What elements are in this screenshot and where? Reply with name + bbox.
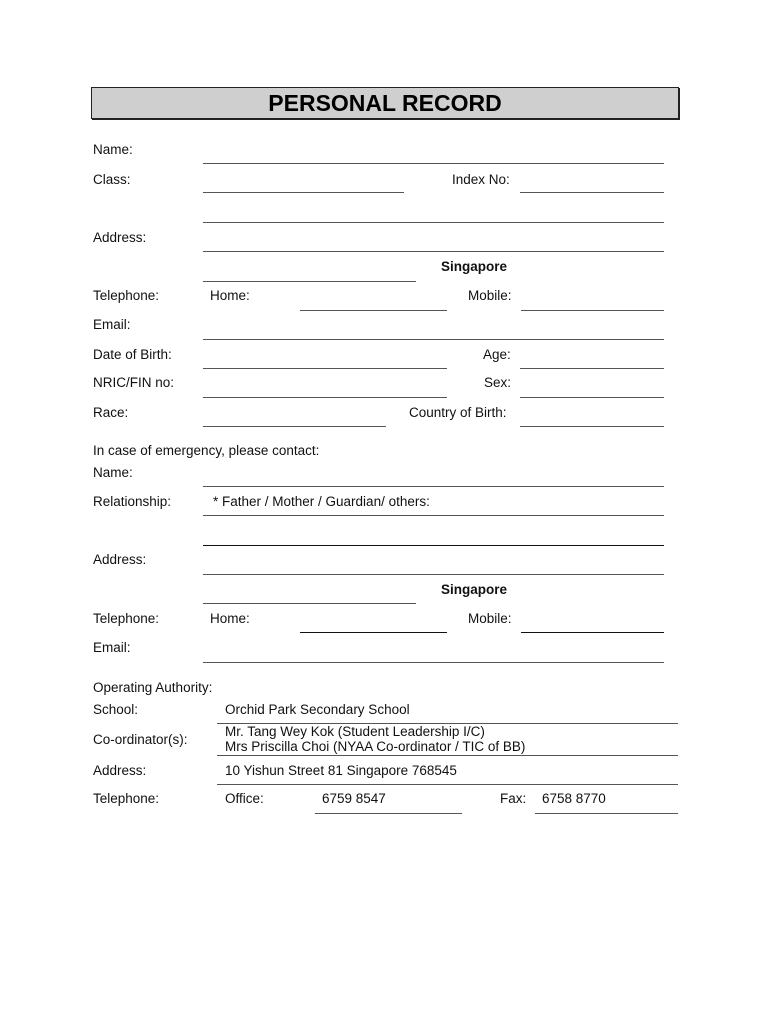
emergency-telephone-label: Telephone: (93, 611, 160, 626)
mobile-phone-field[interactable] (521, 310, 664, 311)
emergency-home-label: Home: (210, 611, 250, 626)
authority-telephone-label: Telephone: (93, 791, 160, 806)
country-of-birth-label: Country of Birth: (409, 405, 507, 420)
coordinator-2: Mrs Priscilla Choi (NYAA Co-ordinator / TIC of BB) (225, 739, 526, 754)
emergency-name-label: Name: (93, 465, 133, 480)
class-field[interactable] (203, 192, 404, 193)
school-label: School: (93, 702, 139, 717)
name-field[interactable] (203, 163, 664, 164)
telephone-label: Telephone: (93, 288, 160, 303)
authority-address-value: 10 Yishun Street 81 Singapore 768545 (225, 763, 457, 778)
race-label: Race: (93, 405, 129, 420)
address-country: Singapore (441, 259, 508, 274)
race-field[interactable] (203, 426, 386, 427)
authority-address-label: Address: (93, 763, 147, 778)
mobile-label: Mobile: (468, 288, 512, 303)
title-banner (91, 87, 679, 119)
emergency-mobile-phone-field[interactable] (521, 632, 664, 633)
index-no-label: Index No: (452, 172, 510, 187)
sex-label: Sex: (484, 375, 512, 390)
home-phone-field[interactable] (300, 310, 447, 311)
emergency-address-country: Singapore (441, 582, 508, 597)
home-label: Home: (210, 288, 250, 303)
name-label: Name: (93, 142, 133, 157)
fax-label: Fax: (500, 791, 527, 806)
page-title: PERSONAL RECORD (268, 90, 502, 116)
fax-underline (535, 813, 678, 814)
dob-label: Date of Birth: (93, 347, 172, 362)
coordinator-label: Co-ordinator(s): (93, 732, 188, 747)
office-phone-value: 6759 8547 (322, 791, 386, 806)
emergency-home-phone-field[interactable] (300, 632, 447, 633)
office-label: Office: (225, 791, 264, 806)
coordinator-underline (217, 755, 678, 756)
address-line-2-field[interactable] (203, 251, 664, 252)
office-phone-underline (315, 813, 462, 814)
emergency-name-field[interactable] (203, 486, 664, 487)
address-label: Address: (93, 230, 147, 245)
school-value: Orchid Park Secondary School (225, 702, 410, 717)
dob-field[interactable] (203, 368, 447, 369)
coordinator-1: Mr. Tang Wey Kok (Student Leadership I/C) (225, 724, 485, 739)
class-label: Class: (93, 172, 131, 187)
address-line-1-field[interactable] (203, 222, 664, 223)
relationship-label: Relationship: (93, 494, 172, 509)
postal-code-field[interactable] (203, 281, 416, 282)
nric-label: NRIC/FIN no: (93, 375, 175, 390)
email-field[interactable] (203, 339, 664, 340)
relationship-field[interactable] (203, 515, 664, 516)
country-of-birth-field[interactable] (520, 426, 664, 427)
emergency-mobile-label: Mobile: (468, 611, 512, 626)
sex-field[interactable] (520, 397, 664, 398)
nric-field[interactable] (203, 397, 447, 398)
emergency-email-label: Email: (93, 640, 131, 655)
fax-value: 6758 8770 (542, 791, 606, 806)
authority-heading: Operating Authority: (93, 680, 213, 695)
emergency-email-field[interactable] (203, 662, 664, 663)
index-no-field[interactable] (520, 192, 664, 193)
emergency-heading: In case of emergency, please contact: (93, 443, 320, 458)
emergency-postal-code-field[interactable] (203, 603, 416, 604)
age-field[interactable] (520, 368, 664, 369)
authority-address-underline (217, 784, 678, 785)
relationship-options: * Father / Mother / Guardian/ others: (213, 494, 430, 509)
email-label: Email: (93, 317, 131, 332)
emergency-address-label: Address: (93, 552, 147, 567)
emergency-address-line-1-field[interactable] (203, 545, 664, 546)
age-label: Age: (483, 347, 511, 362)
emergency-address-line-2-field[interactable] (203, 574, 664, 575)
